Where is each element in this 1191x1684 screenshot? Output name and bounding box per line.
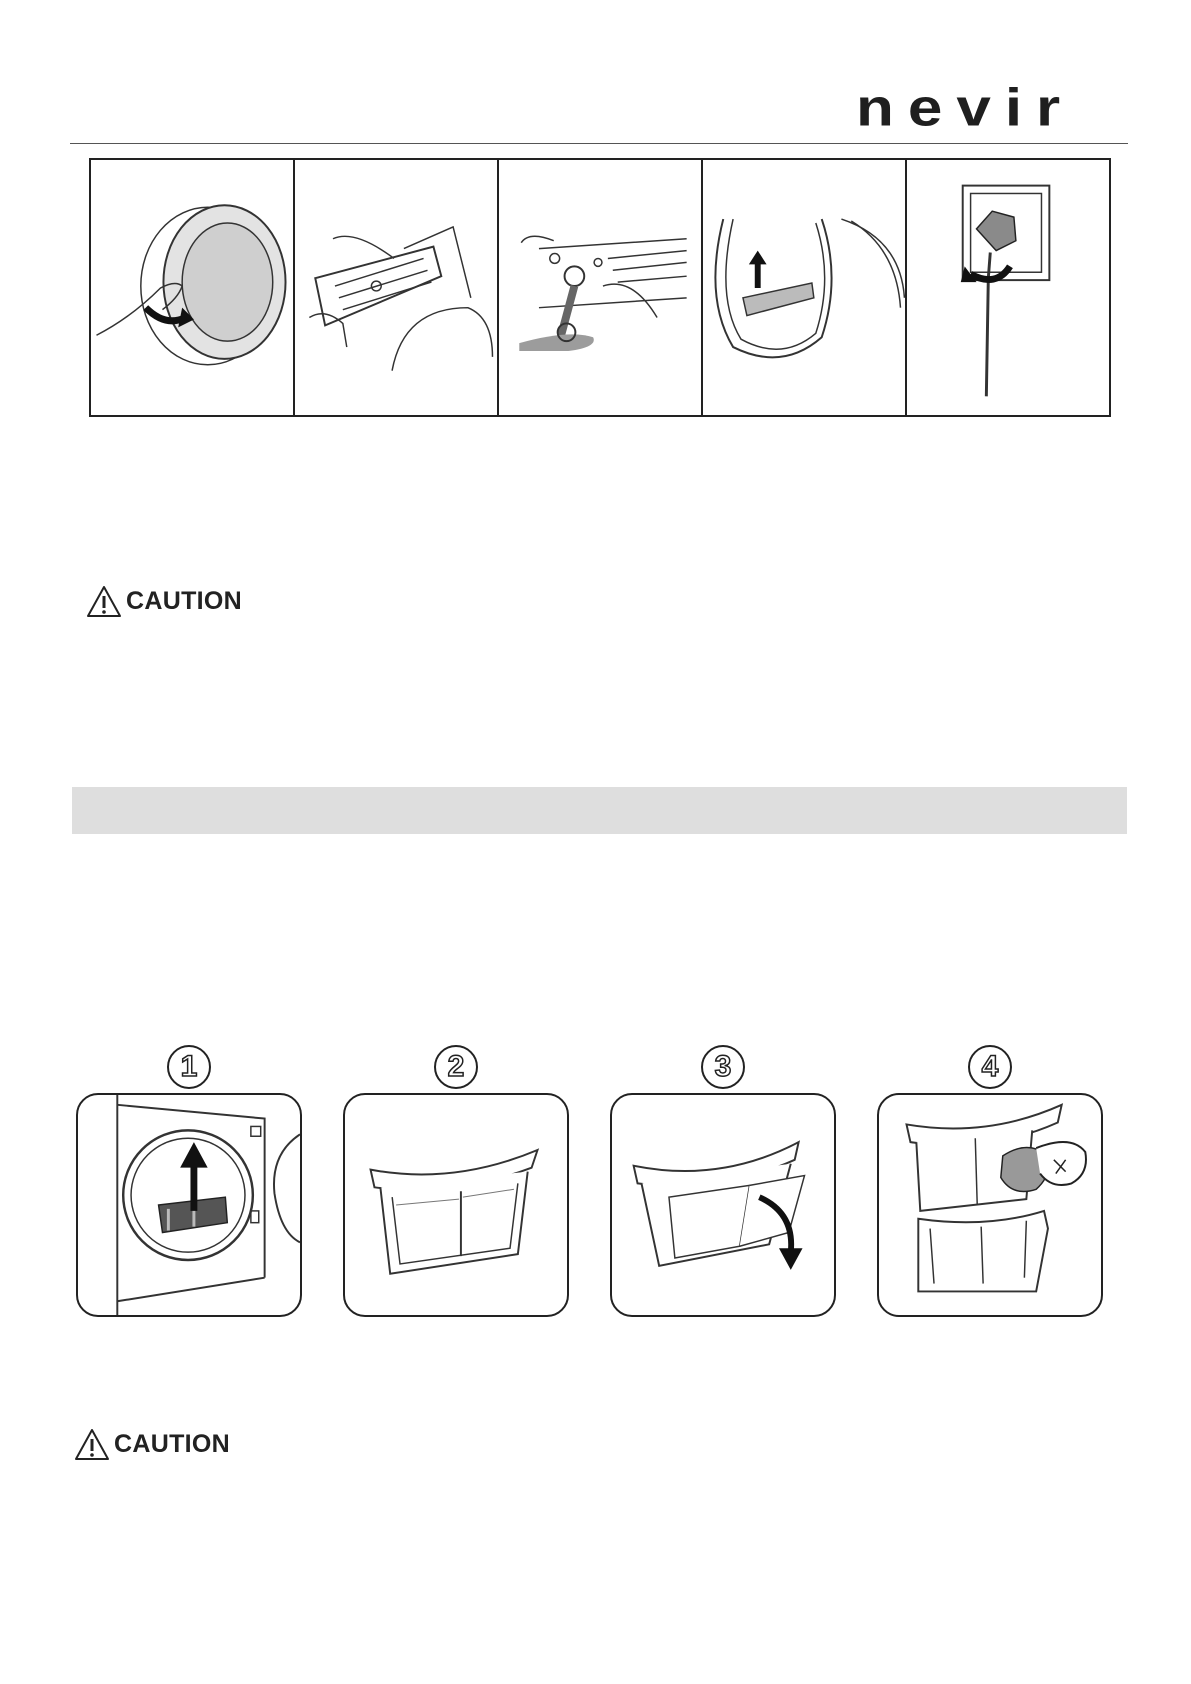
panel-remove-tank	[295, 160, 499, 415]
step-number: 2	[434, 1045, 478, 1089]
filter-open-icon	[612, 1095, 834, 1315]
panel-door-filter	[703, 160, 907, 415]
brand-logo	[856, 78, 1124, 142]
step-number: 3	[701, 1045, 745, 1089]
section-heading-bar	[72, 787, 1127, 834]
drain-valve-icon	[499, 160, 701, 415]
maintenance-illustration-strip	[89, 158, 1111, 417]
step-illustration-box	[877, 1093, 1103, 1317]
water-tank-icon	[295, 160, 497, 415]
caution-label: CAUTION	[126, 587, 242, 615]
step-illustration-box	[76, 1093, 302, 1317]
brand-logo-text: nevir	[856, 78, 1075, 138]
warning-triangle-icon	[86, 585, 122, 618]
caution-notice-2	[74, 1428, 230, 1461]
filter-clean-icon	[879, 1095, 1101, 1315]
step-illustration-box	[343, 1093, 569, 1317]
warning-triangle-icon	[74, 1428, 110, 1461]
panel-drain-water	[499, 160, 703, 415]
door-rotate-icon	[91, 160, 293, 415]
caution-notice-1	[86, 585, 242, 618]
step-number: 1	[167, 1045, 211, 1089]
step-illustration-box	[610, 1093, 836, 1317]
door-filter-icon	[703, 160, 905, 415]
filter-frame-icon	[345, 1095, 567, 1315]
step-number: 4	[968, 1045, 1012, 1089]
header-divider	[70, 143, 1128, 144]
panel-open-door	[91, 160, 295, 415]
power-plug-icon	[907, 160, 1109, 415]
panel-unplug	[907, 160, 1109, 415]
filter-lift-icon	[78, 1095, 300, 1315]
caution-label: CAUTION	[114, 1430, 230, 1458]
